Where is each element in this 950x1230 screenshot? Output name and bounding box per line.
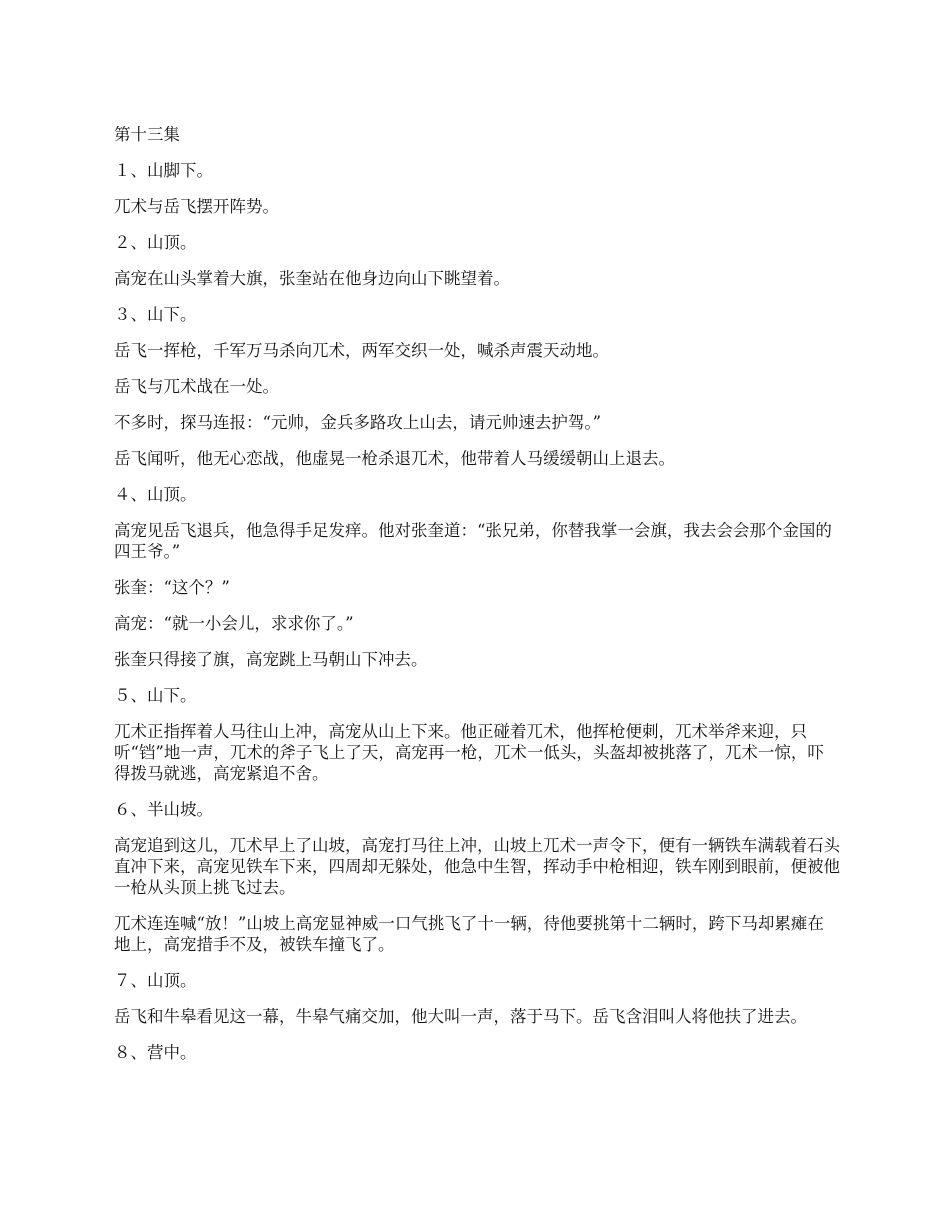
scene-heading: １、山脚下。 — [114, 161, 213, 180]
paragraph: 兀术正指挥着人马往山上冲，高宠从山上下来。他正碰着兀术，他挥枪便刺，兀术举斧来迎，只听“铛”地一声，兀术的斧子飞上了天，高宠再一枪，兀术一低头，头盔却被挑落了，兀术一惊，吓得拨马就逃，高宠紧追不舍。 — [114, 722, 824, 783]
scene-heading: ５、山下。 — [114, 686, 197, 705]
scene-heading: ２、山顶。 — [114, 233, 197, 252]
paragraph: 岳飞闻听，他无心恋战，他虚晃一枪杀退兀术，他带着人马缓缓朝山上退去。 — [114, 449, 675, 468]
paragraph: 岳飞和牛皋看见这一幕，牛皋气痛交加，他大叫一声，落于马下。岳飞含泪叫人将他扶了进去。 — [114, 1007, 807, 1026]
scene-heading: ７、山顶。 — [114, 971, 197, 990]
paragraph: 兀术连连喊“放！”山坡上高宠显神威一口气挑飞了十一辆，待他要挑第十二辆时，跨下马却累瘫在地上，高宠措手不及，被铁车撞飞了。 — [114, 914, 824, 954]
paragraph: 张奎只得接了旗，高宠跳上马朝山下冲去。 — [114, 650, 428, 669]
paragraph: 高宠追到这儿，兀术早上了山坡，高宠打马往上冲，山坡上兀术一声令下，便有一辆铁车满载着石头直冲下来，高宠见铁车下来，四周却无躲处，他急中生智，挥动手中枪相迎，铁车刚到眼前，便被他一枪从头顶上挑飞过去。 — [114, 836, 840, 897]
scene-heading: ８、营中。 — [114, 1043, 197, 1062]
document-body — [114, 124, 840, 1078]
paragraph: 高宠见岳飞退兵，他急得手足发痒。他对张奎道：“张兄弟，你替我掌一会旗，我去会会那个金国的四王爷。” — [114, 521, 832, 561]
scene-heading: ６、半山坡。 — [114, 800, 213, 819]
paragraph: 不多时，探马连报：“元帅，金兵多路攻上山去，请元帅速去护驾。” — [114, 413, 602, 432]
paragraph: 岳飞与兀术战在一处。 — [114, 377, 279, 396]
episode-title: 第十三集 — [114, 125, 180, 144]
paragraph: 岳飞一挥枪，千军万马杀向兀术，两军交织一处，喊杀声震天动地。 — [114, 341, 609, 360]
scene-heading: ３、山下。 — [114, 305, 197, 324]
paragraph: 兀术与岳飞摆开阵势。 — [114, 197, 279, 216]
paragraph: 张奎：“这个？” — [114, 578, 230, 597]
paragraph: 高宠在山头掌着大旗，张奎站在他身边向山下眺望着。 — [114, 269, 510, 288]
paragraph: 高宠：“就一小会儿，求求你了。” — [114, 614, 354, 633]
scene-heading: ４、山顶。 — [114, 485, 197, 504]
